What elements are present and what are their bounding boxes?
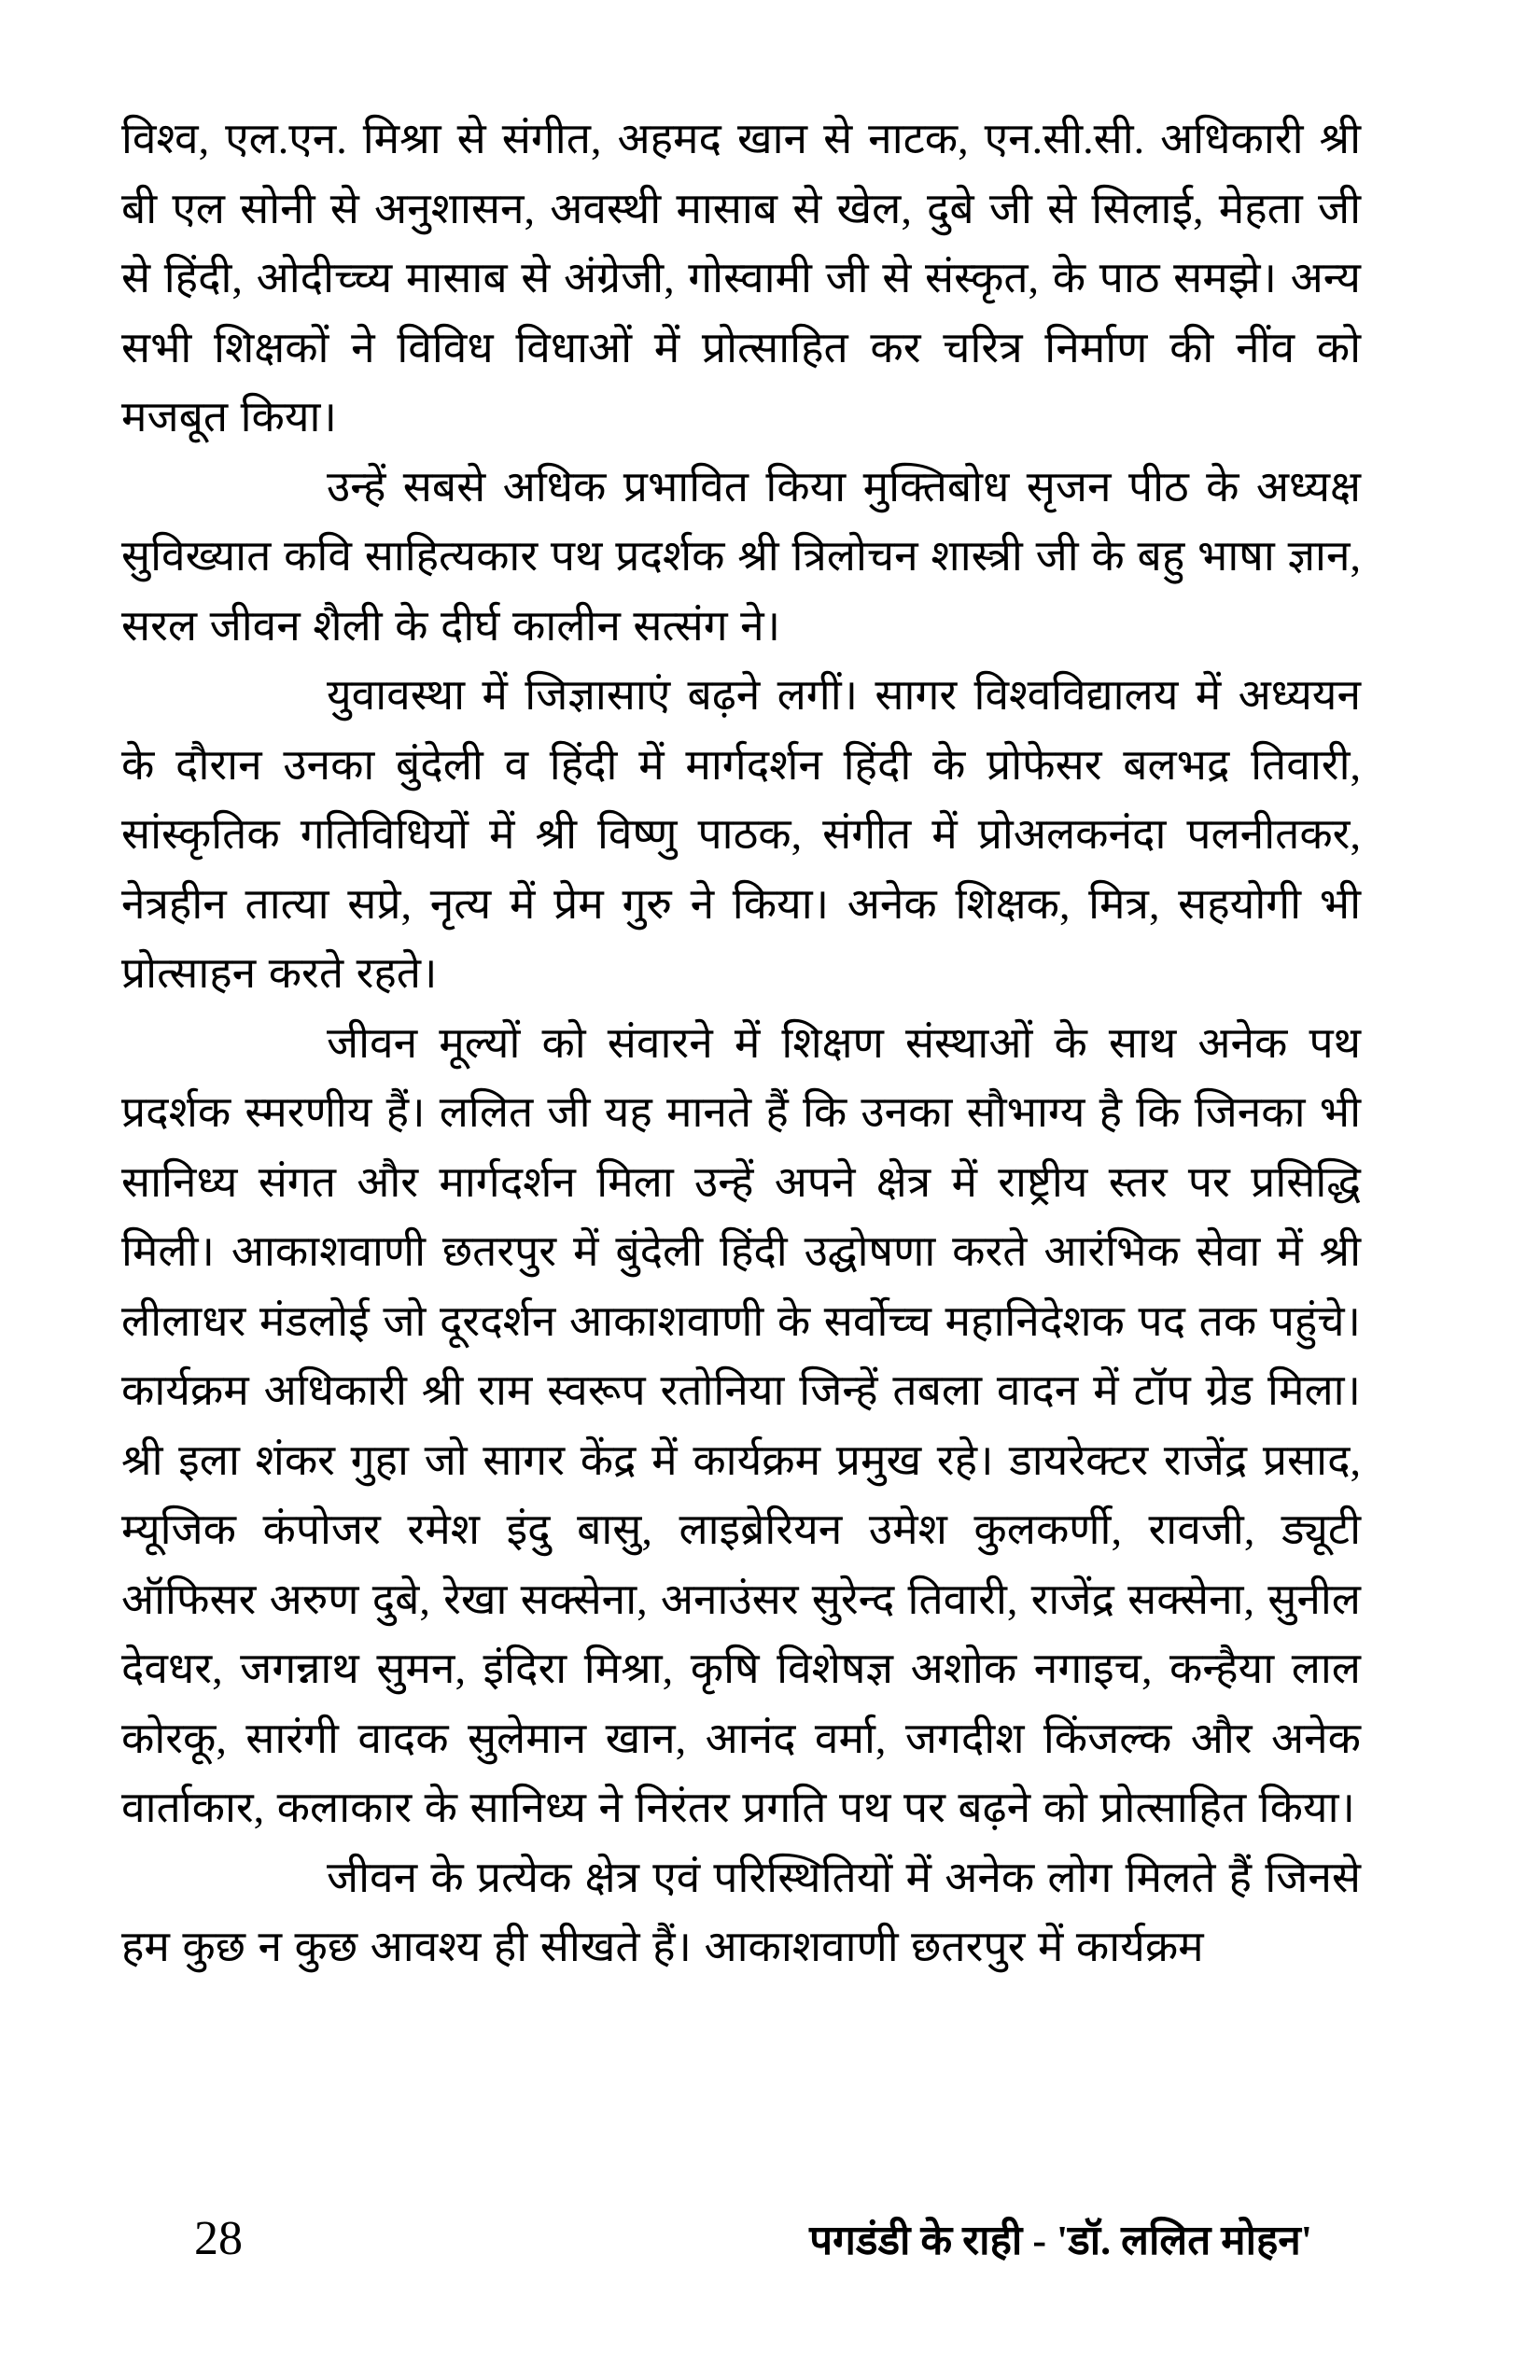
page-number: 28 bbox=[194, 2212, 243, 2265]
paragraph-4: जीवन मूल्यों को संवारने में शिक्षण संस्थाओं के साथ अनेक पथ प्रदर्शक स्मरणीय हैं। ललित जी यह मानते हैं कि उनका सौभाग्य है कि जिनका भी सानिध्य संगत और मार्गदर्शन मिला उन्हें अपने क्षेत्र में राष्ट्रीय स्तर पर प्रसिद्धि मिली। आकाशवाणी छतरपुर में बुंदेली हिंदी उद्घोषणा करते आरंभिक सेवा में श्री लीलाधर मंडलोई जो दूरदर्शन आकाशवाणी के सर्वोच्च महानिदेशक पद तक पहुंचे। कार्यक्रम अधिकारी श्री राम स्वरूप रतोनिया जिन्हें तबला वादन में टॉप ग्रेड मिला। श्री इला शंकर गुहा जो सागर केंद्र में कार्यक्रम प्रमुख रहे। डायरेक्टर राजेंद्र प्रसाद, म्यूजिक कंपोजर रमेश इंदु बासु, लाइब्रेरियन उमेश कुलकर्णी, रावजी, ड्यूटी ऑफिसर अरुण दुबे, रेखा सक्सेना, अनाउंसर सुरेन्द तिवारी, राजेंद्र सक्सेना, सुनील देवधर, जगन्नाथ सुमन, इंदिरा मिश्रा, कृषि विशेषज्ञ अशोक नगाइच, कन्हैया लाल कोरकू, सारंगी वादक सुलेमान खान, आनंद वर्मा, जगदीश किंजल्क और अनेक वार्ताकार, कलाकार के सानिध्य ने निरंतर प्रगति पथ पर बढ़ने को प्रोत्साहित किया। bbox=[121, 1018, 1361, 1831]
paragraph-5: जीवन के प्रत्येक क्षेत्र एवं परिस्थितियों में अनेक लोग मिलते हैं जिनसे हम कुछ न कुछ आवश्य ही सीखते हैं। आकाशवाणी छतरपुर में कार्यक्रम bbox=[121, 1853, 1361, 1970]
footer-book-title: पगडंडी के राही - 'डॉ. ललित मोहन' bbox=[809, 2218, 1312, 2263]
page-footer bbox=[121, 2210, 1361, 2266]
body-text-block bbox=[121, 105, 1361, 1982]
paragraph-3: युवावस्था में जिज्ञासाएं बढ़ने लगीं। सागर विश्वविद्यालय में अध्ययन के दौरान उनका बुंदेली व हिंदी में मार्गदर्शन हिंदी के प्रोफेसर बलभद्र तिवारी, सांस्कृतिक गतिविधियों में श्री विष्णु पाठक, संगीत में प्रोअलकनंदा पलनीतकर, नेत्रहीन तात्या सप्रे, नृत्य में प्रेम गुरु ने किया। अनेक शिक्षक, मित्र, सहयोगी भी प्रोत्साहन करते रहते। bbox=[121, 671, 1361, 997]
paragraph-2: उन्हें सबसे अधिक प्रभावित किया मुक्तिबोध सृजन पीठ के अध्यक्ष सुविख्यात कवि साहित्यकार पथ प्रदर्शक श्री त्रिलोचन शास्त्री जी के बहु भाषा ज्ञान, सरल जीवन शैली के दीर्घ कालीन सत्संग ने। bbox=[121, 462, 1361, 650]
paragraph-1: विश्व, एल.एन. मिश्रा से संगीत, अहमद खान से नाटक, एन.सी.सी. अधिकारी श्री बी एल सोनी से अनुशासन, अवस्थी मासाब से खेल, दुबे जी से सिलाई, मेहता जी से हिंदी, ओदीच्च्य मासाब से अंग्रेजी, गोस्वामी जी से संस्कृत, के पाठ समझे। अन्य सभी शिक्षकों ने विविध विधाओं में प्रोत्साहित कर चरित्र निर्माण की नींव को मजबूत किया। bbox=[121, 115, 1361, 441]
